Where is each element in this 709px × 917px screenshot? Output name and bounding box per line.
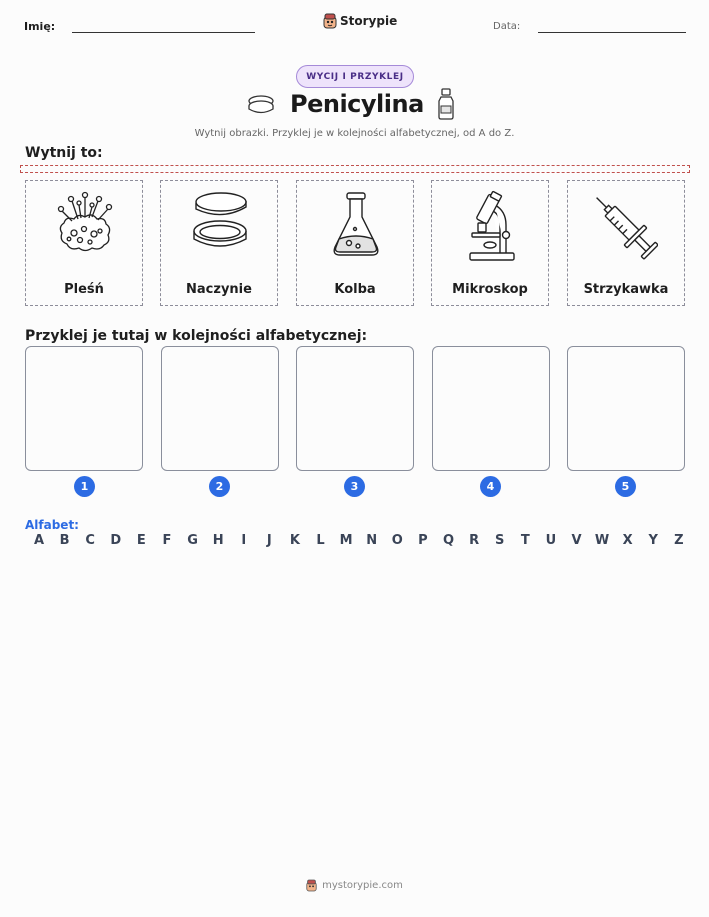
alphabet-letter: N	[366, 533, 378, 548]
card-naczynie[interactable]	[160, 180, 278, 306]
alphabet-letter: C	[85, 533, 95, 548]
footer-url[interactable]: mystorypie.com	[322, 880, 403, 891]
paste-box-5[interactable]	[567, 346, 685, 471]
instructions: Wytnij obrazki. Przyklej je w kolejności alfabetycznej, od A do Z.	[194, 128, 515, 139]
alphabet-letter: Q	[442, 533, 455, 548]
card-plesn[interactable]	[25, 180, 143, 306]
petri-dish-decoration-icon	[246, 92, 276, 116]
page-title: Penicylina	[290, 90, 424, 118]
card-label: Kolba	[334, 282, 376, 297]
alphabet-letter: P	[418, 533, 428, 548]
alphabet-letter: R	[469, 533, 480, 548]
alphabet-letter: K	[289, 533, 300, 548]
storypie-mascot-icon	[323, 13, 337, 29]
alphabet-letter: S	[495, 533, 505, 548]
alphabet-title: Alfabet:	[25, 518, 79, 532]
brand-name: Storypie	[340, 14, 398, 28]
footer	[0, 879, 709, 892]
paste-box-2[interactable]	[161, 346, 279, 471]
alphabet-letter: O	[391, 533, 403, 548]
petri-dish-icon	[189, 189, 251, 267]
card-label: Naczynie	[186, 282, 252, 297]
slot-number-5: 5	[615, 476, 636, 497]
mold-icon	[54, 189, 116, 267]
paste-box-1[interactable]	[25, 346, 143, 471]
paste-box-3[interactable]	[296, 346, 414, 471]
syringe-icon	[596, 189, 658, 267]
alphabet-letter: M	[339, 533, 353, 548]
alphabet-letter: V	[571, 533, 582, 548]
date-line[interactable]	[538, 32, 686, 33]
storypie-mascot-icon	[306, 879, 317, 892]
cut-line	[20, 165, 690, 173]
alphabet-letter: L	[316, 533, 325, 548]
alphabet-letter: X	[622, 533, 633, 548]
alphabet-letter: B	[59, 533, 70, 548]
slot-number-3: 3	[344, 476, 365, 497]
card-kolba[interactable]	[296, 180, 414, 306]
alphabet-letter: G	[187, 533, 198, 548]
slot-number-2: 2	[209, 476, 230, 497]
vial-decoration-icon	[436, 88, 456, 120]
alphabet-letter: I	[241, 533, 247, 548]
alphabet-letter: T	[520, 533, 530, 548]
name-line[interactable]	[72, 32, 255, 33]
alphabet-letter: W	[594, 533, 610, 548]
activity-badge: WYCIJ I PRZYKLEJ	[296, 65, 414, 88]
alphabet-row	[29, 533, 689, 548]
card-label: Pleśń	[64, 282, 104, 297]
paste-heading: Przyklej je tutaj w kolejności alfabetycznej:	[25, 328, 368, 344]
card-label: Strzykawka	[583, 282, 669, 297]
card-strzykawka[interactable]	[567, 180, 685, 306]
date-label: Data:	[493, 21, 521, 32]
microscope-icon	[460, 189, 522, 267]
flask-icon	[325, 189, 387, 267]
alphabet-letter: F	[162, 533, 172, 548]
alphabet-letter: A	[33, 533, 45, 548]
cut-heading: Wytnij to:	[25, 145, 103, 161]
alphabet-letter: D	[110, 533, 122, 548]
alphabet-letter: U	[545, 533, 557, 548]
paste-box-4[interactable]	[432, 346, 550, 471]
card-mikroskop[interactable]	[431, 180, 549, 306]
alphabet-letter: Z	[674, 533, 684, 548]
card-label: Mikroskop	[452, 282, 528, 297]
name-label: Imię:	[24, 20, 56, 33]
alphabet-letter: H	[212, 533, 224, 548]
slot-number-4: 4	[480, 476, 501, 497]
brand-logo	[323, 13, 397, 29]
alphabet-letter: J	[266, 533, 272, 548]
slot-number-1: 1	[74, 476, 95, 497]
alphabet-letter: Y	[648, 533, 658, 548]
alphabet-letter: E	[136, 533, 146, 548]
